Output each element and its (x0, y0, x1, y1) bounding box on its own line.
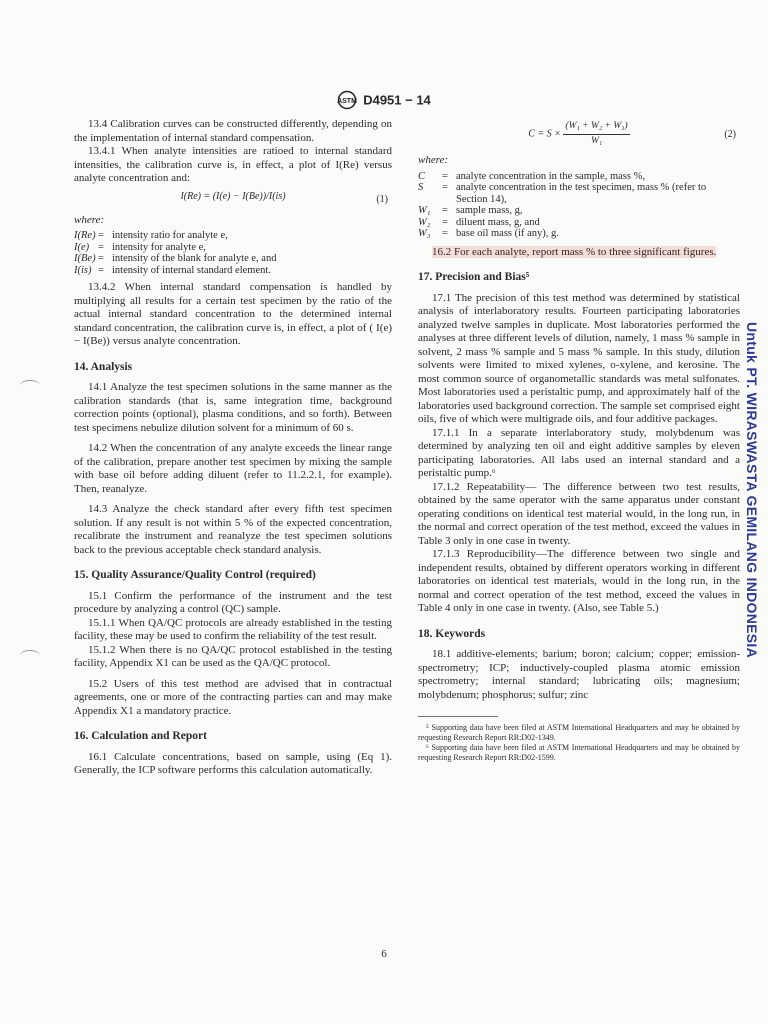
binding-mark (20, 380, 40, 391)
para-16-2 (418, 246, 740, 260)
para-17-1: 17.1 The precision of this test method was determined by statistical analysis of interlaboratory results. Fourteen participating laboratories analyzed twelve samples in duplicate. Most laboratories performed the analyses at three different levels of dilution, namely, 1 mass % sample in solvent, 2 mass % sample and 5 mass % sample. In this study, dilution solvents were limited to mixed xylenes, o-xylene, and kerosine. The most common source of organometallic standards was metal sulfonates. Most laboratories used a peristaltic pump, and approximately half of the laboratories used background correction. The sample set comprised eight oils, five of which were multigrade oils, and four additive packages. (418, 291, 740, 425)
symbol: I(Be) (74, 253, 96, 264)
vertical-stamp: Untuk PT. WIRASWASTA GEMILANG INDONESIA (744, 321, 760, 659)
definition-row (74, 265, 392, 277)
definition-row (74, 242, 392, 254)
definition-text: analyte concentration in the test specimen, mass % (refer to Section 14), (456, 182, 707, 205)
equals-sign: = (442, 216, 448, 228)
equals-sign: = (98, 264, 104, 276)
para-15-2: 15.2 Users of this test method are advised that in contractual agreements, one or more of the contracting parties can and may make Appendix X1 a mandatory practice. (74, 677, 392, 717)
para-13-4-2: 13.4.2 When internal standard compensation is handled by multiplying all results for a certain test specimen by the ratio of the actual internal standard concentration to the determined internal standard concentration, the calibration curve is, in effect, a plot of ( I(e) − I(Be)) versus analyte concentration. (74, 281, 392, 347)
footnote-divider (418, 716, 498, 717)
symbol: I(e) (74, 241, 90, 253)
section-heading-15: 15. Quality Assurance/Quality Control (required) (74, 569, 316, 581)
section-heading-17: 17. Precision and Bias⁵ (418, 271, 530, 283)
section-heading-18: 18. Keywords (418, 627, 486, 640)
definition-text: intensity of the blank for analyte e, and (112, 253, 277, 264)
designation: D4951 − 14 (363, 92, 431, 108)
highlighted-text: 16.2 For each analyte, report mass % to three significant figures. (432, 245, 717, 258)
equals-sign: = (98, 230, 104, 241)
equals-sign: = (98, 241, 104, 253)
astm-logo-icon (337, 90, 359, 110)
binding-mark (20, 650, 40, 661)
footnote-5: ⁵ Supporting data have been filed at ASTM International Headquarters and may be obtained by requesting Research Report RR:D02-1349. (418, 723, 740, 742)
symbol: S (418, 182, 424, 193)
para-14-3: 14.3 Analyze the check standard after every fifth test specimen solution. If any result is not within 5 % of the expected concentration, recalibrate the instrument and reanalyze the test specimen solutions back to the previous acceptable check standard analysis. (74, 503, 392, 556)
definition-text: intensity of internal standard element. (112, 264, 271, 276)
para-16-1: 16.1 Calculate concentrations, based on sample, using (Eq 1). Generally, the ICP software performs this calculation automatically. (74, 750, 392, 776)
equals-sign: = (442, 205, 448, 216)
definition-text: sample mass, g, (456, 205, 523, 216)
equation-2: C = S × $\frac{\text{(W₁ + W₂ + W₃)}}{\text{W₁}}$ (2) (418, 120, 740, 150)
definition-list (418, 171, 740, 240)
svg-text:ASTM: ASTM (337, 98, 358, 105)
equals-sign: = (98, 253, 104, 264)
para-17-1-2: 17.1.2 Repeatability— The difference between two test results, obtained by the same operator with the same apparatus under constant operating conditions on identical test material would, in the long run, in the normal and correct operation of the test method, exceed the values in Table 3 only in one case in twenty. (418, 480, 740, 547)
definition-text: diluent mass, g, and (456, 216, 540, 228)
para-14-2: 14.2 When the concentration of any analyte exceeds the linear range of the calibration, prepare another test specimen by mixing the sample with base oil before adding diluent (refer to 11.2.2.1, for example). Then, reanalyze. (74, 442, 392, 495)
para-17-1-3: 17.1.3 Reproducibility—The difference between two single and independent results, obtained by different operators working in different laboratories on identical test materials, would in the long run, in the normal and correct operation of the test method, exceed the values in Table 4 only in one case in twenty. (Also, see Table 5.) (418, 548, 740, 614)
para-14-1: 14.1 Analyze the test specimen solutions in the same manner as the calibration standards (that is, same integration time, background correction points (optional), plasma conditions, and so forth). Between test specimens nebulize dilution solvent for a minimum of 60 s. (74, 381, 392, 434)
definition-text: base oil mass (if any), g. (456, 228, 559, 239)
para-15-1-1: 15.1.1 When QA/QC protocols are already established in the testing facility, these may be used to confirm the reliability of the test result. (74, 616, 392, 642)
para-15-1-2: 15.1.2 When there is no QA/QC protocol established in the testing facility, Appendix X1 can be used as the QA/QC protocol. (74, 643, 392, 669)
section-heading-16: 16. Calculation and Report (74, 730, 207, 742)
section-heading-14: 14. Analysis (74, 360, 133, 373)
para-13-4-1: 13.4.1 When analyte intensities are ratioed to internal standard intensities, the calibration curve is, in effect, a plot of I(Re) versus analyte concentration and: (74, 145, 392, 184)
where-label: where: (418, 154, 449, 166)
symbol: W₃ (418, 228, 431, 239)
equation-number: (1) (376, 193, 388, 205)
page-number: 6 (381, 948, 387, 960)
equation-number: (2) (724, 129, 736, 140)
definition-row (74, 253, 392, 265)
right-column (418, 120, 740, 763)
symbol: I(is) (74, 264, 92, 276)
where-label: where: (74, 213, 105, 226)
page-header (0, 90, 768, 110)
fraction: $\frac{\text{(W₁ + W₂ + W₃)}}{\text{W₁}}$ (565, 121, 628, 146)
symbol: W₁ (418, 205, 431, 216)
para-17-1-1: 17.1.1 In a separate interlaboratory study, molybdenum was determined by analyzing ten oil and eight additive samples by eleven participating laboratories. All labs used an internal standard and a peristaltic pump.⁶ (418, 426, 740, 479)
definition-row (418, 171, 740, 183)
definition-list (74, 230, 392, 276)
definition-text: analyte concentration in the sample, mass %, (456, 170, 645, 182)
equals-sign: = (442, 228, 448, 239)
definition-row (418, 217, 740, 229)
equation-1: I(Re) = (I(e) − I(Be))/I(is) (1) (180, 190, 388, 205)
definition-row (74, 230, 392, 242)
definition-text: intensity for analyte e, (112, 241, 206, 253)
definition-text: intensity ratio for analyte e, (112, 230, 228, 241)
para-13-4: 13.4 Calibration curves can be constructed differently, depending on the implementation of internal standard compensation. (74, 118, 392, 144)
left-column (74, 118, 392, 778)
symbol: C (418, 170, 426, 182)
footnote-6: ⁶ Supporting data have been filed at ASTM International Headquarters and may be obtained by requesting Research Report RR:D02-1599. (418, 743, 740, 762)
definition-row (418, 228, 740, 240)
para-18-1: 18.1 additive-elements; barium; boron; calcium; copper; emission-spectrometry; ICP; inductively-coupled plasma atomic emission spectrometry; internal standard; lubricating oils; magnesium; molybdenum; phosphorus; sulfur; zinc (418, 648, 740, 701)
para-15-1: 15.1 Confirm the performance of the instrument and the test procedure by analyzing a control (QC) sample. (74, 589, 392, 615)
definition-row (418, 205, 740, 217)
symbol: I(Re) (74, 230, 96, 241)
equals-sign: = (442, 182, 448, 193)
symbol: W₂ (418, 216, 431, 228)
definition-row (418, 182, 740, 205)
equals-sign: = (442, 170, 448, 182)
